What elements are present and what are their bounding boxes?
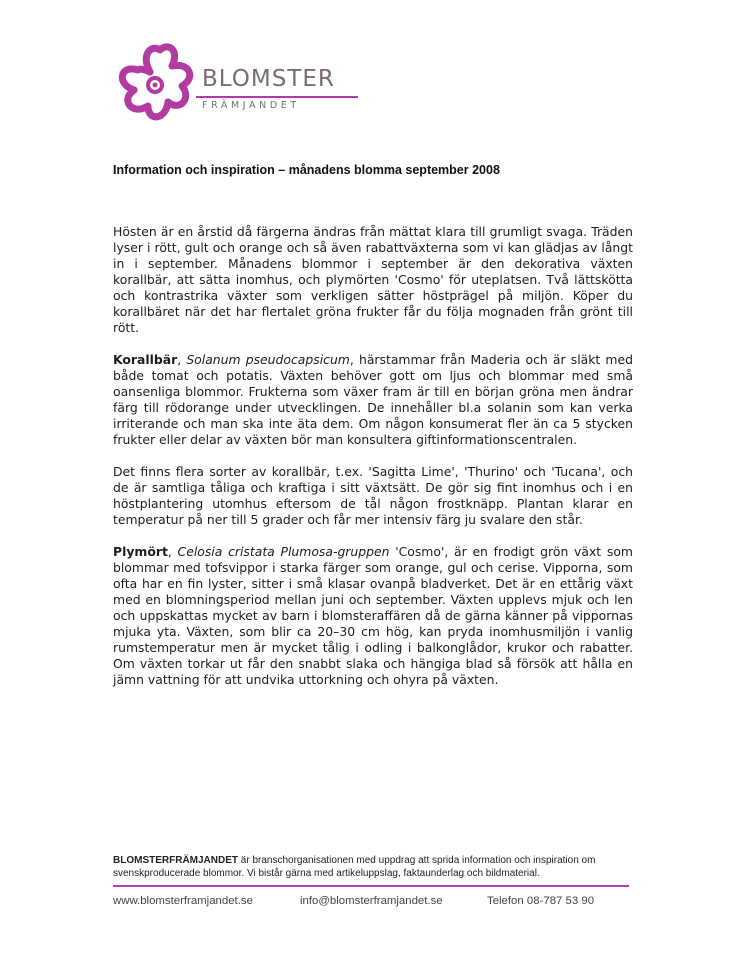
plymort-name: Plymört	[113, 544, 168, 559]
korallbar-sep: ,	[177, 352, 187, 367]
footer-note	[113, 854, 633, 880]
footer-divider	[113, 885, 629, 887]
footer-org: BLOMSTERFRÄMJANDET	[113, 855, 238, 866]
email-link[interactable]: info@blomsterframjandet.se	[300, 895, 443, 907]
flower-logo-icon	[110, 40, 200, 130]
intro-paragraph: Hösten är en årstid då färgerna ändras från mättat klara till grumligt svaga. Träden lyser i rött, gult och orange och så även rabattväxterna som vi kan glädjas av långt in i september. Månadens blommor i september är den dekorativa växten korallbär, att sätta inomhus, och plymörten 'Cosmo' för uteplatsen. Två lättskötta och kontrastrika växter som verkligen sätter höstprägel på miljön. Köper du korallbäret när det har flertalet gröna frukter får du följa mognaden från grönt till rött.	[113, 224, 633, 335]
website-link[interactable]: www.blomsterframjandet.se	[113, 895, 253, 907]
korallbar-name: Korallbär	[113, 352, 178, 367]
korallbar-latin: Solanum pseudocapsicum	[186, 352, 350, 367]
plymort-paragraph	[113, 544, 633, 688]
footer-text: är branschorganisationen med uppdrag att sprida information och inspiration om svenskproducerade blommor. Vi bistår gärna med artikeluppslag, faktaunderlag och bildmaterial.	[113, 855, 596, 879]
sorter-paragraph: Det finns flera sorter av korallbär, t.ex. 'Sagitta Lime', 'Thurino' och 'Tucana', och de är samtliga tåliga och kraftiga i sitt växtsätt. De gör sig fint inomhus och i en höstplantering utomhus eftersom de tål någon frostknäpp. Plantan klarar en temperatur på ner till 5 grader och får mer intensiv färg ju svalare den står.	[113, 464, 633, 527]
logo	[110, 40, 370, 130]
plymort-latin: Celosia cristata Plumosa-gruppen	[177, 544, 390, 559]
korallbar-text: , härstammar från Maderia och är släkt med både tomat och potatis. Växten behöver gott om ljus och blommar med små oansenliga blommor. Frukterna som växer fram är till en början gröna men ändrar färg till rödorange under utvecklingen. De innehåller bl.a solanin som kan verka irriterande och man ska inte äta dem. Om någon konsumerat fler än ca 5 stycken frukter eller delar av växten bör man konsultera giftinformationscentralen.	[113, 352, 633, 447]
brand-name: BLOMSTER	[202, 66, 335, 92]
article-body	[113, 224, 633, 704]
brand-divider	[196, 96, 358, 98]
page-title: Information och inspiration – månadens blomma september 2008	[113, 163, 500, 177]
brand-subtitle: FRÄMJANDET	[202, 100, 300, 111]
plymort-sep: ,	[167, 544, 178, 559]
plymort-text: 'Cosmo', är en frodigt grön växt som blommar med tofsvippor i starka färger som orange, gul och cerise. Vipporna, som ofta har en fin lyster, sitter i små klasar ovanpå bladverket. Det är en ettårig växt med en blomningsperiod mellan juni och september. Växten upplevs mjuk och len och uppskattas mycket av barn i blomsteraffären då de gärna känner på vippornas mjuka yta. Växten, som blir ca 20–30 cm hög, kan pryda inomhusmiljön i vanlig rumstemperatur men är mycket tålig i odling i balkonglådor, krukor och rabatter. Om växten torkar ut får den snabbt slaka och hängiga blad så försök att hålla en jämn vattning för att undvika uttorkning och ohyra på växten.	[113, 544, 633, 687]
phone-number: Telefon 08-787 53 90	[487, 895, 595, 907]
korallbar-paragraph	[113, 352, 633, 448]
